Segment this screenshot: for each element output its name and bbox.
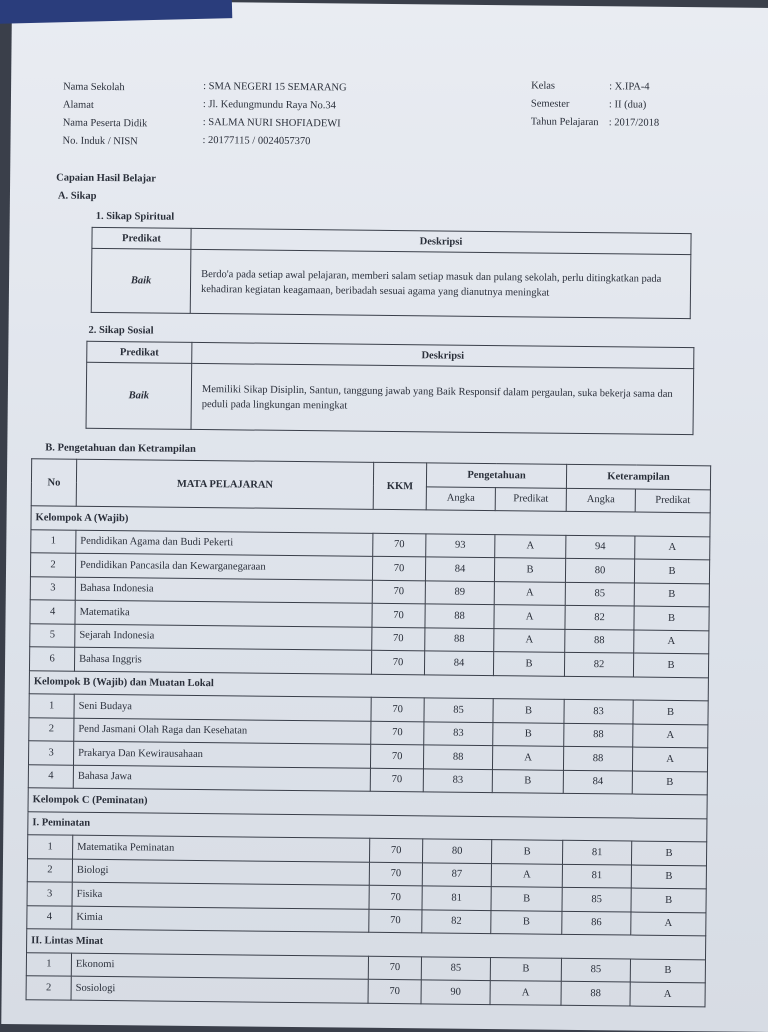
- pengetahuan-heading: B. Pengetahuan dan Ketrampilan: [45, 442, 196, 455]
- row-no: 3: [28, 741, 73, 765]
- row-kkm: 70: [369, 838, 422, 862]
- row-p-angka: 83: [424, 721, 493, 745]
- row-subject: Sosiologi: [71, 976, 368, 1003]
- value-address: : Jl. Kedungmundu Raya No.34: [202, 99, 336, 112]
- col-mapel: MATA PELAJARAN: [76, 459, 373, 509]
- row-p-predikat: B: [490, 957, 561, 981]
- row-no: 6: [29, 647, 74, 671]
- row-subject: Ekonomi: [71, 953, 368, 980]
- row-no: 5: [30, 623, 75, 647]
- row-p-angka: 88: [423, 745, 492, 769]
- row-p-predikat: B: [491, 910, 562, 934]
- row-kkm: 70: [370, 744, 423, 768]
- row-p-predikat: A: [492, 746, 563, 770]
- value-semester: : II (dua): [608, 99, 647, 111]
- row-p-angka: 84: [425, 557, 494, 581]
- col-keterampilan: Keterampilan: [566, 464, 710, 489]
- row-kkm: 70: [369, 862, 422, 886]
- row-k-angka: 82: [564, 652, 633, 676]
- row-k-angka: 84: [563, 770, 632, 794]
- row-k-predikat: A: [632, 747, 707, 771]
- row-k-angka: 82: [565, 605, 634, 629]
- row-k-predikat: B: [631, 888, 706, 912]
- col-p-predikat: Predikat: [495, 487, 566, 511]
- row-subject: Bahasa Inggris: [74, 647, 371, 674]
- group-c-label: Kelompok C (Peminatan): [28, 788, 707, 819]
- value-nisn: : 20177115 / 0024057370: [202, 135, 311, 148]
- row-p-predikat: B: [491, 887, 562, 911]
- row-p-angka: 88: [425, 604, 494, 628]
- label-school: Nama Sekolah: [63, 81, 125, 94]
- row-p-predikat: B: [492, 769, 563, 793]
- row-k-predikat: B: [634, 559, 709, 583]
- row-k-angka: 85: [565, 582, 634, 606]
- value-year: : 2017/2018: [608, 117, 660, 129]
- sosial-predikat: Baik: [86, 362, 192, 429]
- col-pengetahuan: Pengetahuan: [426, 463, 566, 488]
- row-p-angka: 87: [422, 862, 491, 886]
- row-p-predikat: A: [494, 605, 565, 629]
- group-a-label: Kelompok A (Wajib): [31, 506, 710, 537]
- row-no: 2: [27, 858, 72, 882]
- group-b-label: Kelompok B (Wajib) dan Muatan Lokal: [29, 670, 708, 701]
- row-p-predikat: A: [494, 628, 565, 652]
- row-kkm: 70: [372, 556, 425, 580]
- row-k-predikat: A: [634, 630, 709, 654]
- row-no: 4: [30, 600, 75, 624]
- row-p-angka: 85: [421, 956, 490, 980]
- sosial-heading: 2. Sikap Sosial: [88, 324, 154, 337]
- row-p-angka: 84: [424, 651, 493, 675]
- row-p-angka: 82: [422, 909, 491, 933]
- label-class: Kelas: [531, 80, 556, 92]
- header-values: [202, 78, 503, 153]
- col-deskripsi: Deskripsi: [192, 342, 694, 368]
- row-kkm: 70: [371, 697, 424, 721]
- row-k-angka: 85: [561, 958, 630, 982]
- row-k-angka: 83: [564, 699, 633, 723]
- row-kkm: 70: [369, 885, 422, 909]
- report-page: [1, 0, 768, 1032]
- row-p-angka: 89: [425, 580, 494, 604]
- header-labels: [62, 79, 203, 152]
- row-kkm: 70: [372, 627, 425, 651]
- value-school: : SMA NEGERI 15 SEMARANG: [203, 81, 347, 94]
- row-kkm: 70: [372, 603, 425, 627]
- row-subject: Seni Budaya: [74, 694, 371, 721]
- row-k-predikat: B: [630, 959, 705, 983]
- row-p-predikat: B: [493, 652, 564, 676]
- row-k-predikat: B: [634, 606, 709, 630]
- row-no: 4: [27, 905, 72, 929]
- label-nisn: No. Induk / NISN: [62, 135, 138, 148]
- section-title: Capaian Hasil Belajar: [56, 172, 156, 185]
- row-kkm: 70: [373, 533, 426, 557]
- row-no: 1: [28, 835, 73, 859]
- row-p-angka: 85: [424, 698, 493, 722]
- row-p-predikat: A: [494, 581, 565, 605]
- row-k-angka: 88: [564, 723, 633, 747]
- row-p-angka: 90: [421, 980, 490, 1004]
- grades-table: [26, 458, 712, 1007]
- row-k-angka: 80: [565, 558, 634, 582]
- row-kkm: 70: [368, 956, 421, 980]
- label-year: Tahun Pelajaran: [530, 116, 599, 129]
- label-address: Alamat: [62, 99, 94, 111]
- spiritual-predikat: Baik: [91, 248, 191, 313]
- row-k-angka: 86: [562, 911, 631, 935]
- col-predikat: Predikat: [87, 341, 192, 363]
- col-predikat: Predikat: [92, 227, 191, 249]
- header-right-labels: [531, 77, 622, 132]
- subgroup-c1-label: I. Peminatan: [28, 811, 707, 842]
- row-kkm: 70: [371, 650, 424, 674]
- label-student: Nama Peserta Didik: [62, 117, 148, 130]
- row-no: 3: [30, 576, 75, 600]
- row-k-angka: 88: [561, 981, 630, 1005]
- row-no: 1: [31, 529, 76, 553]
- row-subject: Bahasa Jawa: [73, 765, 370, 792]
- row-p-predikat: A: [490, 981, 561, 1005]
- row-k-predikat: A: [631, 912, 706, 936]
- col-k-angka: Angka: [566, 488, 635, 512]
- row-k-predikat: B: [634, 583, 709, 607]
- row-subject: Pendidikan Pancasila dan Kewarganegaraan: [75, 553, 372, 580]
- row-p-predikat: A: [495, 534, 566, 558]
- row-kkm: 70: [371, 721, 424, 745]
- col-p-angka: Angka: [426, 486, 495, 510]
- row-no: 4: [28, 764, 73, 788]
- row-k-predikat: A: [635, 536, 710, 560]
- row-subject: Pendidikan Agama dan Budi Pekerti: [76, 530, 373, 557]
- row-subject: Biologi: [72, 859, 369, 886]
- row-p-predikat: B: [494, 558, 565, 582]
- subgroup-c2-label: II. Lintas Minat: [27, 929, 706, 960]
- row-subject: Sejarah Indonesia: [75, 624, 372, 651]
- row-k-angka: 85: [562, 887, 631, 911]
- row-no: 1: [29, 694, 74, 718]
- row-subject: Pend Jasmani Olah Raga dan Kesehatan: [74, 718, 371, 745]
- row-p-predikat: B: [493, 722, 564, 746]
- col-kkm: KKM: [373, 462, 426, 510]
- row-subject: Bahasa Indonesia: [75, 577, 372, 604]
- row-p-predikat: A: [491, 863, 562, 887]
- row-kkm: 70: [370, 768, 423, 792]
- row-no: 1: [26, 952, 71, 976]
- row-k-predikat: A: [630, 982, 705, 1006]
- row-p-angka: 88: [425, 627, 494, 651]
- sikap-heading: A. Sikap: [57, 190, 97, 202]
- row-p-predikat: B: [493, 699, 564, 723]
- row-k-predikat: B: [632, 771, 707, 795]
- row-subject: Matematika: [75, 600, 372, 627]
- value-class: : X.IPA-4: [609, 81, 650, 93]
- row-k-predikat: B: [631, 841, 706, 865]
- sosial-table: [86, 341, 695, 435]
- row-k-predikat: B: [633, 700, 708, 724]
- row-subject: Prakarya Dan Kewirausahaan: [73, 741, 370, 768]
- label-semester: Semester: [530, 98, 570, 110]
- row-kkm: 70: [369, 909, 422, 933]
- spiritual-deskripsi: Berdo'a pada setiap awal pelajaran, memberi salam setiap masuk dan pulang sekolah, perlu ditingkatkan pada kehadiran kegiatan keagamaan, beribadah sesuai agama yang dianutnya meningkat: [190, 249, 691, 318]
- row-k-angka: 88: [563, 746, 632, 770]
- spiritual-heading: 1. Sikap Spiritual: [95, 210, 175, 223]
- row-kkm: 70: [372, 580, 425, 604]
- binder-edge: [0, 0, 232, 24]
- row-k-predikat: B: [631, 865, 706, 889]
- row-no: 3: [27, 882, 72, 906]
- sosial-deskripsi: Memiliki Sikap Disiplin, Santun, tanggung jawab yang Baik Responsif dalam pergaulan, suka bekerja sama dan peduli pada lingkungan meningkat: [191, 363, 694, 434]
- col-deskripsi: Deskripsi: [191, 228, 691, 254]
- row-kkm: 70: [368, 979, 421, 1003]
- row-p-angka: 81: [422, 886, 491, 910]
- row-k-predikat: B: [633, 653, 708, 677]
- row-k-angka: 81: [562, 840, 631, 864]
- row-no: 2: [29, 717, 74, 741]
- row-subject: Matematika Peminatan: [73, 835, 370, 862]
- row-k-angka: 94: [566, 535, 635, 559]
- row-subject: Fisika: [72, 882, 369, 909]
- header-right-values: [609, 78, 710, 133]
- row-no: 2: [30, 553, 75, 577]
- row-p-predikat: B: [491, 840, 562, 864]
- row-k-angka: 81: [562, 864, 631, 888]
- row-k-predikat: A: [633, 724, 708, 748]
- row-subject: Kimia: [72, 906, 369, 933]
- row-p-angka: 83: [423, 768, 492, 792]
- col-k-predikat: Predikat: [635, 489, 710, 513]
- row-no: 2: [26, 976, 71, 1000]
- col-no: No: [31, 459, 76, 506]
- row-k-angka: 88: [565, 629, 634, 653]
- value-student: : SALMA NURI SHOFIADEWI: [202, 117, 341, 130]
- row-p-angka: 80: [422, 839, 491, 863]
- spiritual-table: [91, 227, 692, 319]
- row-p-angka: 93: [426, 533, 495, 557]
